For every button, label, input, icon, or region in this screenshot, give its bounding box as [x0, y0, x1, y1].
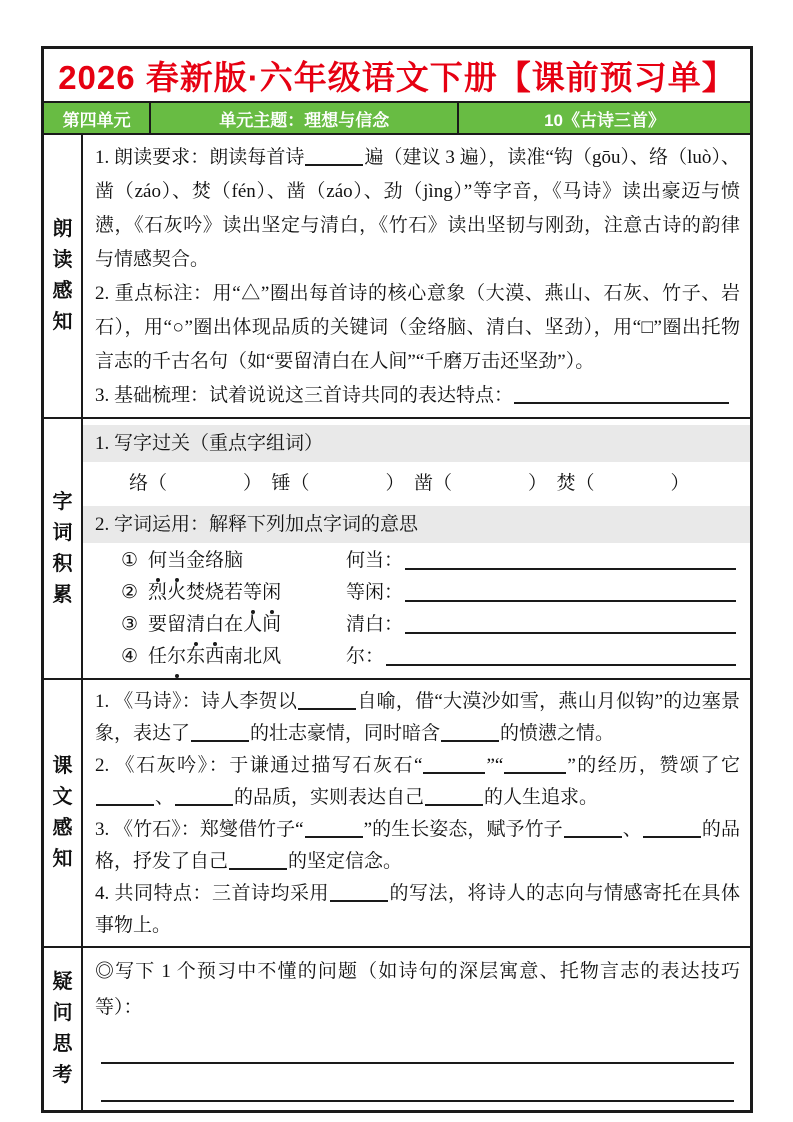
- page-title: 2026 春新版·六年级语文下册【课前预习单】: [44, 49, 750, 103]
- section-question-thinking: [44, 948, 750, 1110]
- paragraph-text-1: 1. 《马诗》：诗人李贺以 自喻，借“大漠沙如雪，燕山月似钩”的边塞景象，表达了 的壮志豪情，同时暗含 的愤懑之情。: [95, 691, 740, 744]
- blank-line: [305, 836, 363, 838]
- blank-line: [514, 402, 729, 404]
- item-term: 清白：: [346, 614, 404, 635]
- section-label-text: 疑问思考: [52, 971, 73, 1086]
- section-content-words: [83, 419, 750, 678]
- section-label-text: 课文感知: [52, 755, 73, 870]
- blank-line: [441, 740, 499, 742]
- blank-line: [191, 740, 249, 742]
- item-term: 等闲：: [346, 582, 404, 603]
- unit-theme: 单元主题：理想与信念: [151, 103, 459, 133]
- paragraph-text-2: 2. 《石灰吟》：于谦通过描写石灰石“ ”“ ”的经历，赞颂了它、 的品质，实则表达自己 的人生追求。: [95, 755, 740, 808]
- emphasized-char: 闲: [262, 577, 281, 609]
- word-item-4: [83, 641, 750, 673]
- paragraph-reading-1: 1. 朗读要求：朗读每首诗 遍（建议 3 遍），读准“钩（gōu）、络（luò）、凿（záo）、焚（fén）、凿（záo）、劲（jìng）”等字音，《马诗》读出豪迈与愤懑，《石灰吟》读出坚定与清白，《竹石》读出坚韧与刚劲，注意古诗的韵律与情感契合。: [95, 147, 740, 270]
- section-label-words: [44, 419, 83, 678]
- item-phrase: 烈火焚烧若等闲: [148, 577, 346, 609]
- emphasized-char: 当: [167, 545, 186, 577]
- section-label-text: 朗读感知: [52, 218, 73, 333]
- item-phrase: 要留清白在人间: [148, 609, 346, 641]
- section-content-reading: [83, 135, 750, 417]
- item-term: 何当：: [346, 550, 404, 571]
- emphasized-char: 何: [148, 545, 167, 577]
- item-phrase: 何当金络脑: [148, 545, 346, 577]
- blank-line: [643, 836, 701, 838]
- item-number: ①: [121, 550, 139, 571]
- emphasized-char: 白: [205, 609, 224, 641]
- paragraph-reading-3: 3. 基础梳理：试着说说这三首诗共同的表达特点：: [95, 379, 740, 413]
- word-item-3: [83, 609, 750, 641]
- section-content-question: [83, 948, 750, 1110]
- emphasized-char: 清: [186, 609, 205, 641]
- emphasized-char: 尔: [167, 641, 186, 673]
- item-number: ④: [121, 646, 139, 667]
- item-phrase: 任尔东西南北风: [148, 641, 346, 673]
- lesson-title: 10《古诗三首》: [544, 110, 666, 130]
- blank-line: [96, 804, 154, 806]
- item-number: ②: [121, 582, 139, 603]
- subheading-writing-practice: 1. 写字过关（重点字组词）: [83, 425, 750, 462]
- paragraph-reading-2: 2. 重点标注：用“△”圈出每首诗的核心意象（大漠、燕山、石灰、竹子、岩石），用“○”圈出体现品质的关键词（金络脑、清白、坚劲），用“□”圈出托物言志的千古名句（如“要留清白在人间”“千磨万击还坚劲”）。: [95, 283, 740, 372]
- answer-blank: [386, 641, 740, 673]
- blank-line: [423, 772, 485, 774]
- blank-line: [330, 900, 388, 902]
- paragraph-text-4: 4. 共同特点：三首诗均采用 的写法，将诗人的志向与情感寄托在具体事物上。: [95, 883, 740, 936]
- word-item-2: [83, 577, 750, 609]
- answer-blank: [405, 545, 740, 577]
- section-label-text: [44, 680, 83, 946]
- section-content-text: [83, 680, 750, 946]
- answer-line: [101, 1064, 734, 1102]
- paragraph-text-3: 3. 《竹石》：郑燮借竹子“ ”的生长姿态，赋予竹子 、 的品格，抒发了自己 的坚定信念。: [95, 819, 740, 872]
- unit-number: 第四单元: [44, 103, 151, 133]
- answer-line: [101, 1026, 734, 1064]
- emphasized-char: 等: [243, 577, 262, 609]
- word-item-1: [83, 545, 750, 577]
- blank-line: [175, 804, 233, 806]
- subheading-word-usage: 2. 字词运用：解释下列加点字词的意思: [83, 506, 750, 543]
- item-term: 尔：: [346, 646, 385, 667]
- section-label-question: [44, 948, 83, 1110]
- blank-line: [229, 868, 287, 870]
- blank-line: [564, 836, 622, 838]
- worksheet-table: [41, 46, 753, 1113]
- blank-line: [425, 804, 483, 806]
- section-words-accumulation: [44, 419, 750, 680]
- blank-line: [298, 708, 356, 710]
- answer-blank: [405, 577, 740, 609]
- section-label-reading: [44, 135, 83, 417]
- section-text-comprehension: [44, 680, 750, 948]
- blank-line: [504, 772, 566, 774]
- answer-blank: [405, 609, 740, 641]
- question-prompt: ◎写下 1 个预习中不懂的问题（如诗句的深层寓意、托物言志的表达技巧等）：: [95, 961, 740, 1018]
- section-reading-perception: [44, 135, 750, 419]
- unit-bar: [44, 103, 750, 135]
- blank-line: [305, 164, 363, 166]
- word-practice-line: 络（ ） 锤（ ） 凿（ ） 焚（ ）: [129, 473, 690, 494]
- item-number: ③: [121, 614, 139, 635]
- section-label-text: 字词积累: [52, 490, 73, 606]
